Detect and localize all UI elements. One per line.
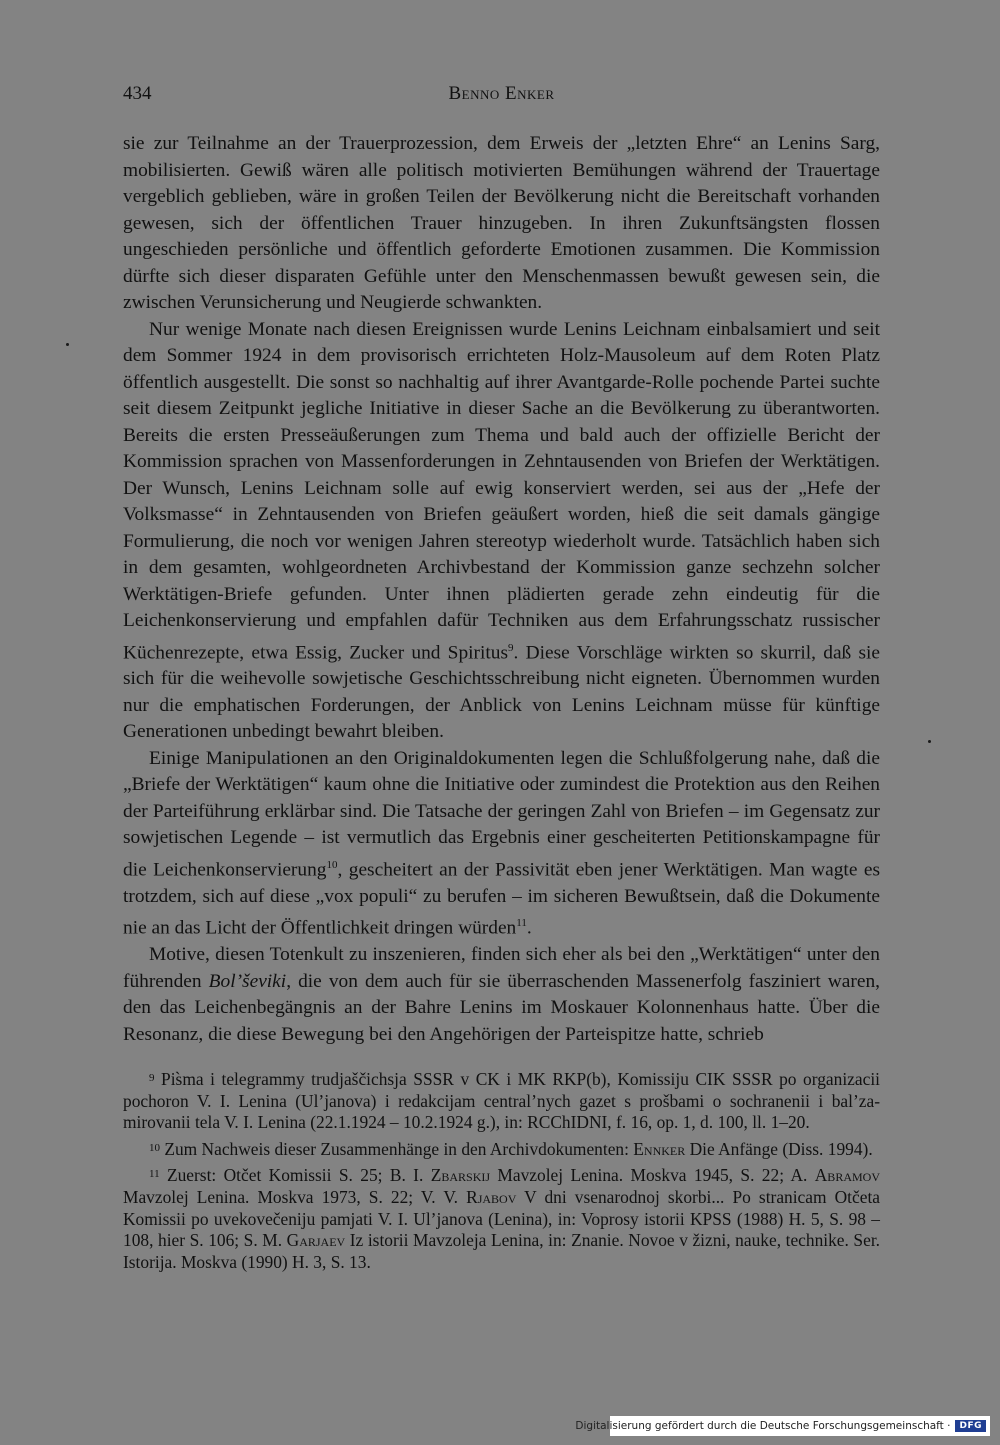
footer-credit-text: Digitalisierung gefördert durch die Deutsche Forschungsgemeinschaft · — [575, 1420, 951, 1432]
footnote-author: Rjabov — [466, 1186, 517, 1207]
scan-speck — [928, 740, 931, 743]
paragraph-4-text-b: , die von dem auch für sie überraschenden Massenerfolg fasziniert waren, den das Leichenbegängnis an der Bahre Lenins im Moskauer Kolonnenhaus hatte. Über die Resonanz, die diese Bewegung bei den Angehörigen der Parteispitze hatte, schrieb — [123, 970, 881, 1045]
footnote-text: Pis̀ma i telegrammy trudjaščichsja SSSR v CK i MK RKP(b), Komissiju CIK SSSR po organizacii pochoron V. I. Lenina (Ul’janova) i redakcijam central’nych gazet s prošbami o sochranenii i bal’zamirovanii tela V. I. Lenina (22.1.1924 – 10.2.1924 g.), in: RCChIDNI, f. 16, op. 1, d. 100, ll. 1–20. — [123, 1069, 880, 1133]
paragraph-4-text-a: Motive, diesen Totenkult zu inszenieren, finden sich eher als bei den „Werktätigen“ unter den führenden — [123, 944, 880, 992]
footnote-11 — [123, 1164, 880, 1273]
footnote-10 — [123, 1138, 880, 1161]
paragraph-3-text-c: . — [526, 917, 532, 939]
footnote-ref-11[interactable]: 11 — [516, 917, 527, 930]
page-header — [123, 83, 880, 109]
footnote-number: 9 — [149, 1072, 155, 1084]
paragraph-4 — [123, 942, 880, 1048]
footnote-ref-9[interactable]: 9 — [508, 641, 514, 654]
paragraph-1: sie zur Teilnahme an der Trauerprozession, dem Erweis der „letzten Ehre“ an Lenins Sarg, mobilisierten. Gewiß wären alle politisch motivierten Bemühungen während der Trauertage vergeblich geblieben, wäre in großen Teilen der Bevölkerung nicht die Bereitschaft vorhanden gewesen, sich der öffentlichen Trauer hinzugeben. In ihren Zukunftsängsten flossen ungeschieden persönliche und öffentlich geforderte Emotionen zusammen. Die Kommission dürfte sich dieser disparaten Gefühle unter den Menschenmassen bewußt gewesen sein, die zwischen Verunsicherung und Neugierde schwankten. — [123, 133, 880, 313]
body-text — [123, 131, 880, 1048]
running-head: Benno Enker — [448, 83, 555, 104]
dfg-logo: DFG — [955, 1420, 986, 1432]
footnote-author: Ennker — [633, 1138, 686, 1159]
footnote-text: Mavzolej Lenina. Moskva 1973, S. 22; V. V. — [123, 1186, 467, 1207]
footnote-text: Mavzolej Lenina. Moskva 1945, S. 22; A. — [490, 1165, 815, 1186]
footnotes — [123, 1068, 880, 1273]
paragraph-2 — [123, 317, 880, 746]
paragraph-3-text-a: Einige Manipulationen an den Originaldokumenten legen die Schlußfolgerung nahe, daß die „Briefe der Werktätigen“ kaum ohne die Initiative oder zumindest die Protektion aus den Reihen der Parteiführung erklärbar sind. Die Tatsache der geringen Zahl von Briefen – im Gegensatz zur sowjetischen Legende – ist vermutlich das Ergebnis einer gescheiterten Petitionskampagne für die Leichenkonservierung — [123, 747, 880, 881]
paragraph-4-emphasis: Bol’ševiki — [208, 970, 287, 992]
footnote-author: Garjaev — [286, 1230, 346, 1251]
footnote-text: Zuerst: Otčet Komissii S. 25; B. I. — [159, 1165, 431, 1186]
footnote-text: Die Anfänge (Diss. 1994). — [685, 1138, 873, 1159]
footnote-number: 11 — [149, 1168, 160, 1181]
footnote-author: Abramov — [814, 1165, 880, 1186]
footnote-9 — [123, 1068, 880, 1134]
paragraph-3 — [123, 746, 880, 942]
footnote-ref-10[interactable]: 10 — [326, 858, 338, 871]
paragraph-3-text-b: , gescheitert an der Passivität eben jener Werktätigen. Man wagte es trotzdem, sich auf diese „vox populi“ zu berufen – im sicheren Bewußtsein, daß die Dokumente nie an das Licht der Öffentlichkeit dringen würden — [123, 859, 880, 939]
footnote-number: 10 — [149, 1141, 160, 1154]
footnote-text: V dni vsenarodnoj skorbi... Po stranicam Otčeta Komissii po uvekovečeniju pamjati V. I. Ul’janova (Lenina), in: Voprosy istorii KPSS (1988) H. 5, S. 98 – 108, hier S. 106; S. M. — [123, 1186, 880, 1251]
paragraph-2-text-b: . Diese Vorschläge wirkten so skurril, daß sie sich für die weihevolle sowjetische Geschichtsschreibung nicht eigneten. Übernommen wurden nur die emphatischen Forderungen, der Anblick von Lenins Leichnam müsse für künftige Generationen unbedingt bewahrt bleiben. — [123, 641, 881, 743]
digitization-footer — [575, 1416, 990, 1436]
page-number: 434 — [123, 83, 152, 104]
footnote-text: Zum Nachweis dieser Zusammenhänge in den Archivdokumenten: — [160, 1138, 634, 1159]
footnote-text: Iz istorii Mavzoleja Lenina, in: Znanie. Novoe v žizni, nauke, technike. Ser. Istorija. Moskva (1990) H. 3, S. 13. — [123, 1230, 880, 1272]
footnote-author: Zbarskij — [430, 1165, 491, 1186]
paragraph-2-text-a: Nur wenige Monate nach diesen Ereignissen wurde Lenins Leichnam einbalsamiert und seit dem Sommer 1924 in dem provisorisch errichteten Holz-Mausoleum auf dem Roten Platz öffentlich ausgestellt. Die sonst so nachhaltig auf ihrer Avantgarde-Rolle pochende Partei suchte seit diesem Zeitpunkt jegliche Initiative in dieser Sache an die Bevölkerung zu überantworten. Bereits die ersten Presseäußerungen zum Thema und bald auch der offizielle Bericht der Kommission sprachen von Massenforderungen in Zehntausenden von Briefen der Werktätigen. Der Wunsch, Lenins Leichnam solle auf ewig konserviert werden, sei aus der „Hefe der Volksmasse“ in Zehntausenden von Briefen geäußert worden, hieß die seit damals gängige Formulierung, die noch vor wenigen Jahren stereotyp wiederholt wurde. Tatsächlich haben sich in dem gesamten, wohlgeordneten Archivbestand der Kommission ganze sechzehn solcher Werktätigen-Briefe gefunden. Unter ihnen plädierten gerade zehn eindeutig für die Leichenkonservierung und empfahlen dafür Techniken aus dem Erfahrungsschatz russischer Küchenrezepte, etwa Essig, Zucker und Spiritus — [123, 318, 880, 663]
scan-speck — [66, 343, 69, 346]
